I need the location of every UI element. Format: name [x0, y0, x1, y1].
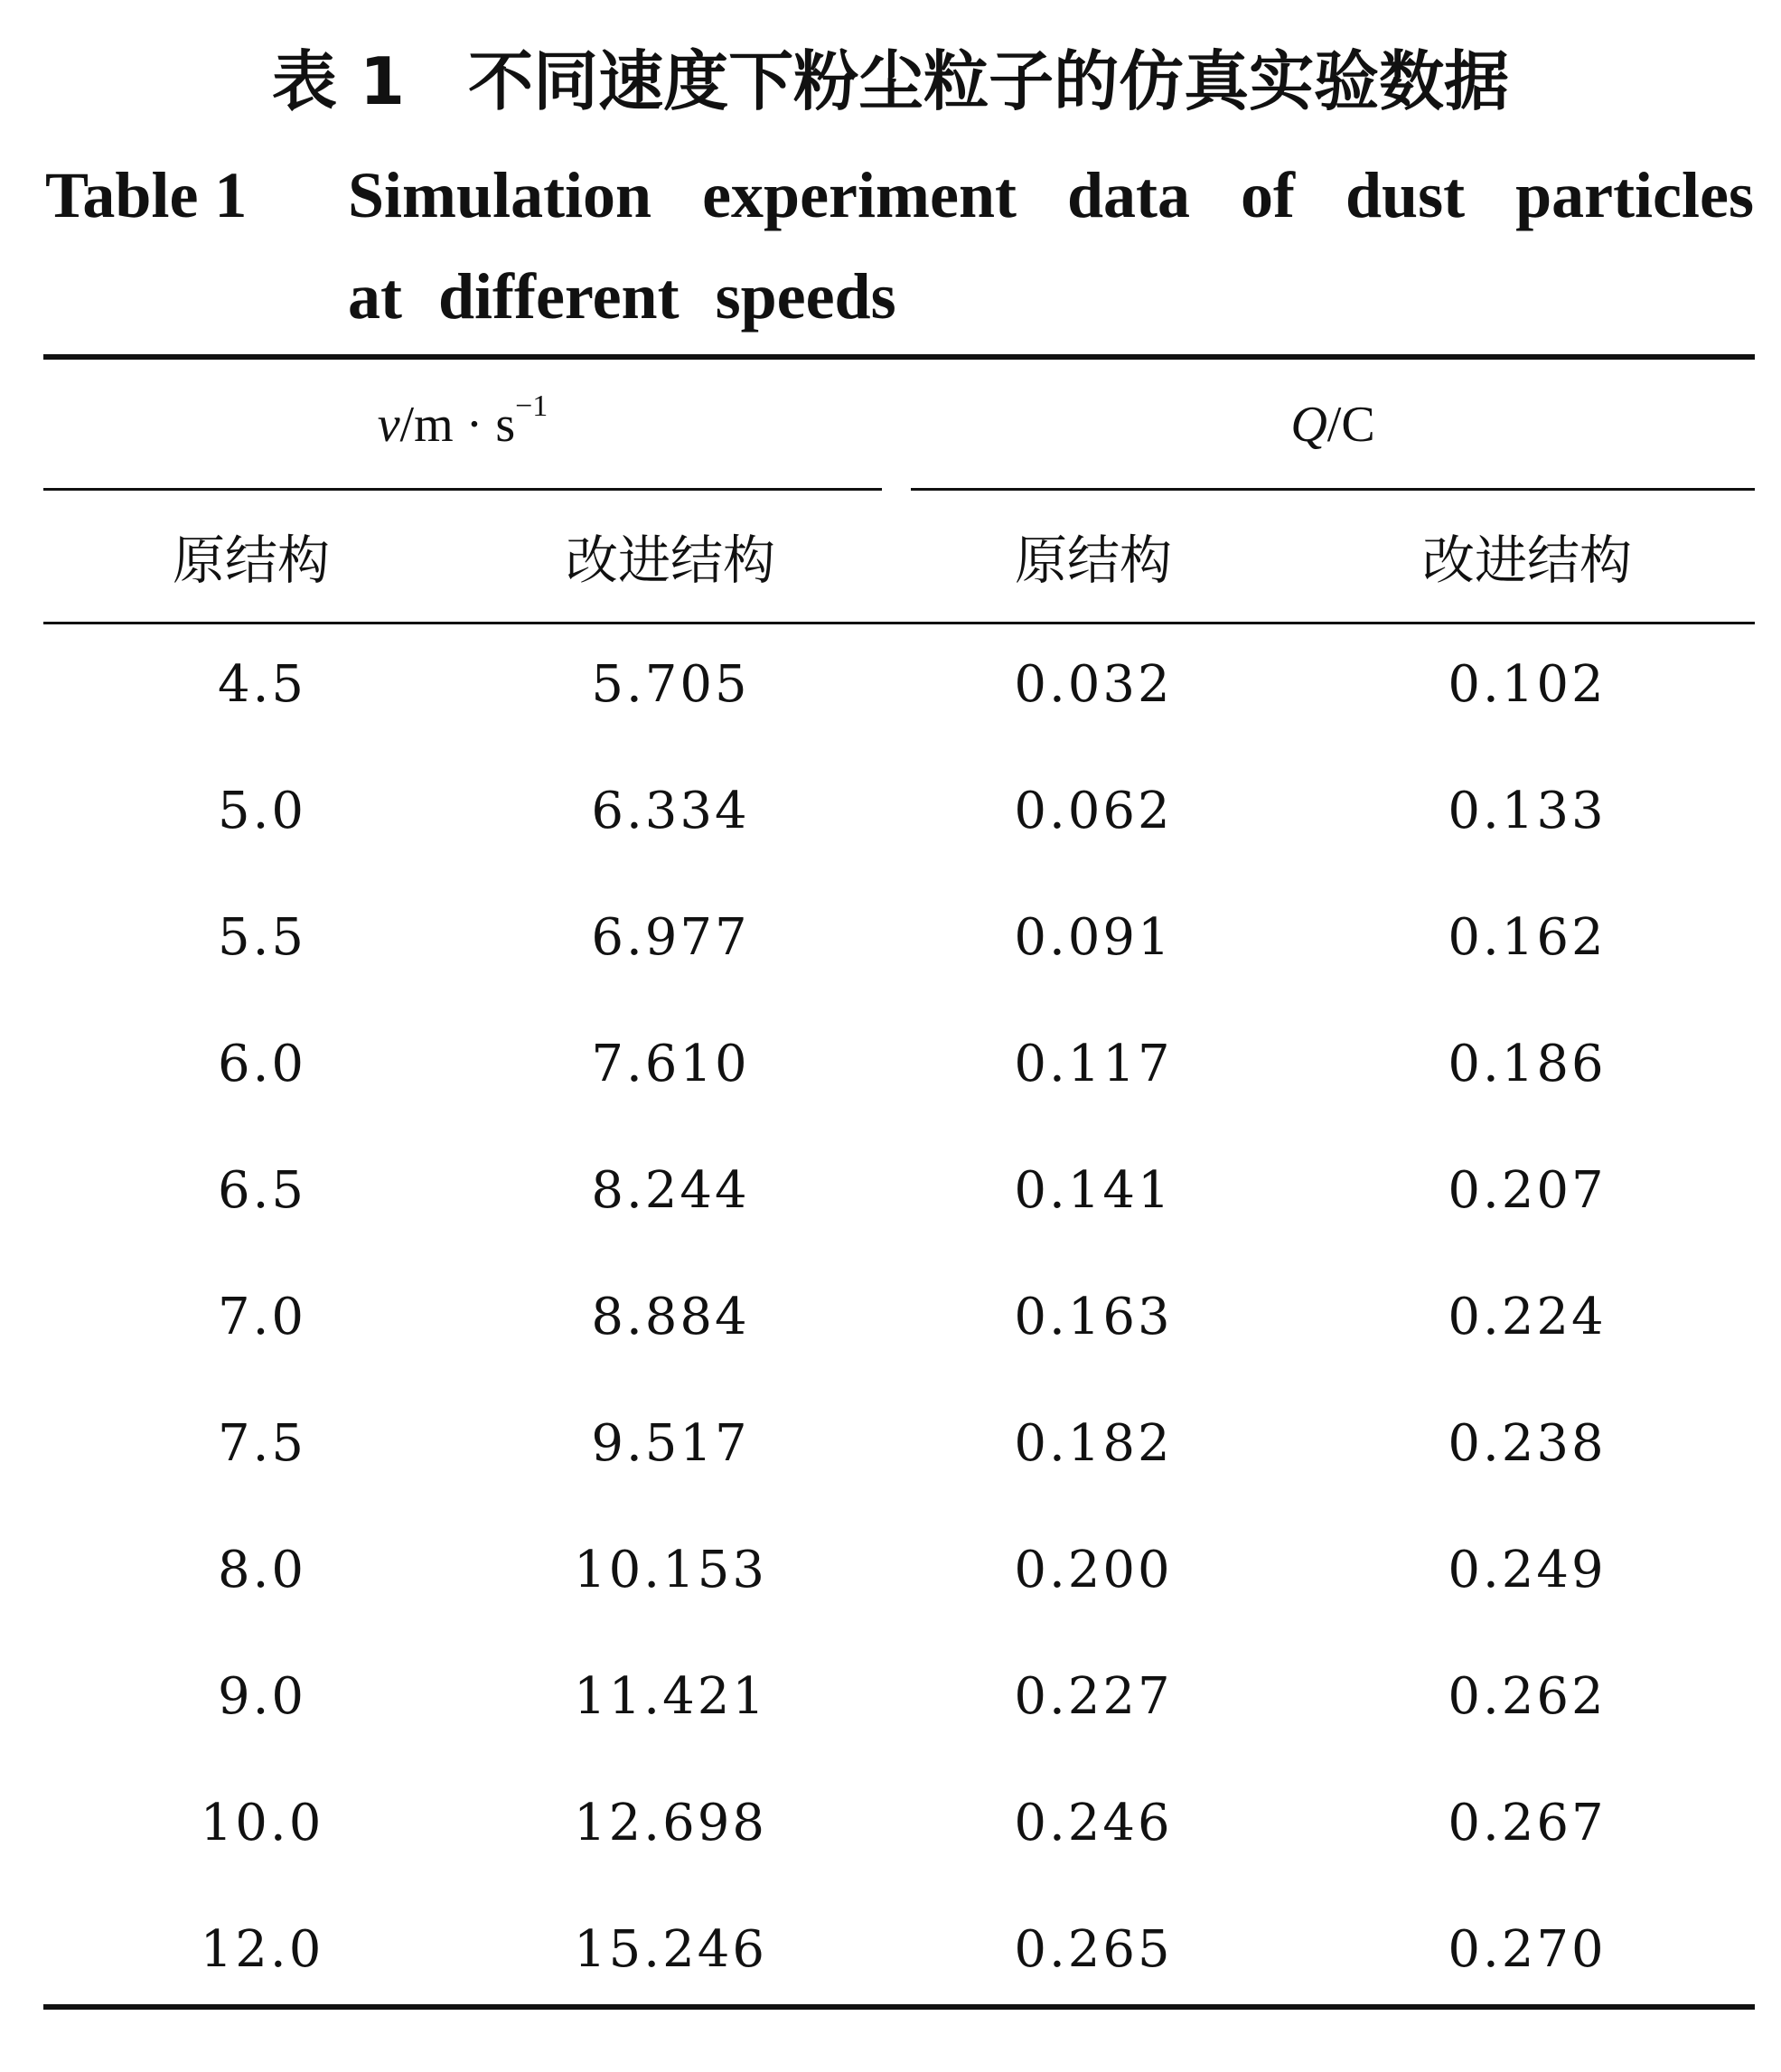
table-cell-improved-charge: 0.133 — [1448, 782, 1607, 840]
caption-en-label: Table 1 — [45, 159, 248, 231]
table-cell-original-charge: 0.163 — [1014, 1288, 1173, 1346]
table-cell-improved-velocity: 8.244 — [591, 1161, 750, 1220]
table-cell-improved-charge: 0.162 — [1448, 908, 1607, 967]
table-cell-original-charge: 0.182 — [1014, 1414, 1173, 1473]
caption-cn-number: 表 1 — [271, 43, 406, 119]
column-header-improved-charge: 改进结构 — [1421, 530, 1632, 591]
table-cell-original-velocity: 6.5 — [217, 1161, 307, 1220]
table-cell-improved-charge: 0.238 — [1448, 1414, 1607, 1473]
table-cell-improved-charge: 0.186 — [1448, 1035, 1607, 1093]
table-cell-original-velocity: 5.0 — [217, 782, 307, 840]
column-header-improved-velocity: 改进结构 — [565, 530, 775, 591]
table-cell-original-charge: 0.265 — [1014, 1920, 1173, 1979]
table-cell-improved-velocity: 6.334 — [591, 782, 750, 840]
table-cell-original-velocity: 9.0 — [217, 1667, 307, 1726]
table-cell-improved-velocity: 11.421 — [574, 1667, 767, 1726]
table-cell-improved-charge: 0.267 — [1448, 1794, 1607, 1852]
table-cell-improved-charge: 0.270 — [1448, 1920, 1607, 1979]
table-cell-original-velocity: 8.0 — [217, 1541, 307, 1599]
table-cell-original-charge: 0.227 — [1014, 1667, 1173, 1726]
column-header-original-velocity: 原结构 — [172, 530, 330, 591]
table-cell-original-charge: 0.246 — [1014, 1794, 1173, 1852]
table-cell-improved-charge: 0.102 — [1448, 655, 1607, 714]
column-header-original-charge: 原结构 — [1014, 530, 1172, 591]
table-cell-original-velocity: 7.0 — [217, 1288, 307, 1346]
table-cell-improved-velocity: 8.884 — [591, 1288, 750, 1346]
group-header-charge-var: Q — [1290, 397, 1327, 453]
table-cell-original-velocity: 12.0 — [200, 1920, 324, 1979]
table-cell-improved-velocity: 15.246 — [574, 1920, 767, 1979]
table-cell-improved-velocity: 10.153 — [574, 1541, 767, 1599]
table-cell-improved-charge: 0.224 — [1448, 1288, 1607, 1346]
table-cell-original-charge: 0.117 — [1014, 1035, 1173, 1093]
table-cell-original-charge: 0.091 — [1014, 908, 1173, 967]
table-cell-improved-velocity: 7.610 — [591, 1035, 750, 1093]
caption-en-title: Simulation experiment data of dust particles at different speeds — [348, 159, 1754, 333]
group-header-charge-unit: /C — [1326, 397, 1375, 453]
table-cell-improved-velocity: 9.517 — [591, 1414, 750, 1473]
table-cell-original-velocity: 5.5 — [217, 908, 307, 967]
group-header-velocity-unit: /m · s — [399, 397, 516, 453]
group-header-charge — [911, 389, 1755, 461]
group-underline-velocity — [43, 488, 882, 491]
table-cell-original-charge: 0.141 — [1014, 1161, 1173, 1220]
table-cell-original-velocity: 10.0 — [200, 1794, 324, 1852]
group-header-velocity — [43, 389, 882, 461]
table-top-rule — [43, 354, 1755, 360]
group-header-velocity-var: v — [377, 397, 400, 453]
group-underline-charge — [911, 488, 1755, 491]
table-cell-original-velocity: 6.0 — [217, 1035, 307, 1093]
table-cell-original-charge: 0.062 — [1014, 782, 1173, 840]
table-bottom-rule — [43, 2004, 1755, 2010]
table-cell-improved-velocity: 6.977 — [591, 908, 750, 967]
table-cell-improved-charge: 0.249 — [1448, 1541, 1607, 1599]
table-cell-original-charge: 0.032 — [1014, 655, 1173, 714]
group-header-velocity-exponent: −1 — [515, 389, 548, 423]
table-cell-original-charge: 0.200 — [1014, 1541, 1173, 1599]
table-cell-original-velocity: 7.5 — [217, 1414, 307, 1473]
header-bottom-rule — [43, 622, 1755, 624]
caption-cn-title: 不同速度下粉尘粒子的仿真实验数据 — [468, 43, 1510, 119]
table-caption-chinese — [0, 36, 1781, 127]
table-cell-improved-velocity: 5.705 — [591, 655, 750, 714]
table-cell-original-velocity: 4.5 — [217, 655, 307, 714]
table-cell-improved-charge: 0.207 — [1448, 1161, 1607, 1220]
table-cell-improved-velocity: 12.698 — [574, 1794, 767, 1852]
table-cell-improved-charge: 0.262 — [1448, 1667, 1607, 1726]
